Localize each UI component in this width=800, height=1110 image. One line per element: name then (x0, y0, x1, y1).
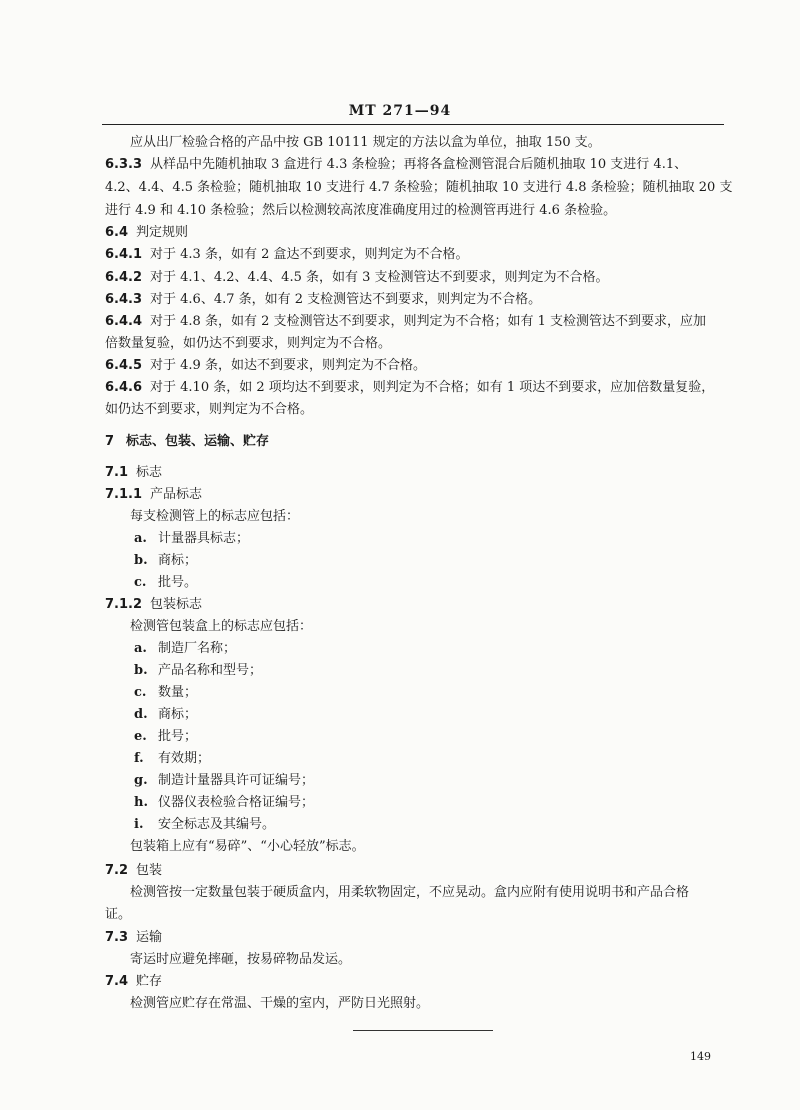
clause-number: 6.4.5 (105, 358, 143, 373)
clause-number: 6.4.3 (105, 292, 143, 307)
list-text: 商标； (158, 553, 198, 568)
package-mark-intro: 检测管包装盒上的标志应包括： (130, 619, 313, 634)
clause-title: 产品标志 (150, 487, 203, 502)
list-letter: a. (134, 531, 147, 546)
clause-title: 标志 (136, 465, 163, 480)
clause-7-3-heading (105, 929, 162, 947)
transport-text: 寄运时应避免摔砸，按易碎物品发运。 (130, 952, 352, 967)
list-item (134, 816, 275, 834)
list-letter: i. (134, 817, 144, 832)
clause-text: 对于 4.3 条，如有 2 盒达不到要求，则判定为不合格。 (150, 247, 469, 262)
clause-text: 对于 4.10 条，如 2 项均达不到要求，则判定为不合格；如有 1 项达不到要求，应加倍数量复验， (150, 380, 715, 395)
list-item (134, 750, 210, 768)
list-item (134, 728, 197, 746)
list-text: 商标； (158, 707, 198, 722)
clause-title: 贮存 (136, 974, 163, 989)
list-item (134, 794, 314, 812)
standard-code-header: MT 271—94 (348, 103, 452, 119)
clause-number: 6.4.2 (105, 270, 143, 285)
list-text: 产品名称和型号； (158, 663, 263, 678)
product-mark-intro: 每支检测管上的标志应包括： (130, 509, 300, 524)
list-letter: b. (134, 663, 148, 678)
list-text: 仪器仪表检验合格证编号； (158, 795, 315, 810)
clause-7-4-heading (105, 973, 162, 991)
page-number: 149 (690, 1050, 711, 1063)
clause-6-4-3 (105, 291, 541, 309)
clause-6-4-6-line1 (105, 379, 714, 397)
clause-text: 从样品中先随机抽取 3 盒进行 4.3 条检验；再将各盒检测管混合后随机抽取 10 支进行 4.1、 (150, 157, 688, 172)
list-letter: c. (134, 575, 147, 590)
sampling-intro: 应从出厂检验合格的产品中按 GB 10111 规定的方法以盒为单位，抽取 150 支。 (130, 135, 601, 150)
clause-number: 6.4.1 (105, 247, 143, 262)
clause-7-1-2-heading (105, 596, 202, 614)
list-text: 制造厂名称； (158, 641, 237, 656)
list-item (134, 574, 197, 592)
clause-number: 6.4 (105, 225, 129, 240)
list-letter: g. (134, 773, 148, 788)
list-text: 安全标志及其编号。 (158, 817, 276, 832)
list-item (134, 772, 314, 790)
list-letter: f. (134, 751, 144, 766)
list-item (134, 706, 197, 724)
clause-6-3-3-line1 (105, 156, 687, 174)
list-text: 批号； (158, 729, 198, 744)
list-letter: e. (134, 729, 147, 744)
clause-number: 6.4.6 (105, 380, 143, 395)
end-rule (353, 1030, 493, 1031)
packaging-text-line2: 证。 (105, 907, 132, 922)
list-letter: h. (134, 795, 148, 810)
list-text: 批号。 (158, 575, 198, 590)
clause-title: 判定规则 (136, 225, 189, 240)
list-text: 计量器具标志； (158, 531, 250, 546)
list-item (134, 662, 262, 680)
clause-title: 包装标志 (150, 597, 203, 612)
section-number: 7 (105, 434, 115, 449)
clause-number: 7.1.1 (105, 487, 143, 502)
clause-6-4-4-line2: 倍数量复验，如仍达不到要求，则判定为不合格。 (105, 336, 392, 351)
clause-6-4-2 (105, 269, 609, 287)
list-letter: a. (134, 641, 147, 656)
list-text: 数量； (158, 685, 198, 700)
list-item (134, 552, 197, 570)
clause-number: 7.1.2 (105, 597, 143, 612)
clause-6-4-6-line2: 如仍达不到要求，则判定为不合格。 (105, 402, 314, 417)
clause-number: 7.1 (105, 465, 129, 480)
clause-6-4-heading (105, 224, 188, 242)
clause-7-1-heading (105, 464, 162, 482)
clause-6-3-3-line3: 进行 4.9 和 4.10 条检验；然后以检测较高浓度准确度用过的检测管再进行 4.6 条检验。 (105, 203, 617, 218)
section-title: 标志、包装、运输、贮存 (126, 434, 270, 449)
clause-number: 7.4 (105, 974, 129, 989)
list-letter: d. (134, 707, 148, 722)
clause-text: 对于 4.8 条，如有 2 支检测管达不到要求，则判定为不合格；如有 1 支检测管达不到要求，应加 (150, 314, 707, 329)
clause-number: 7.2 (105, 863, 129, 878)
clause-6-3-3-line2: 4.2、4.4、4.5 条检验；随机抽取 10 支进行 4.7 条检验；随机抽取 10 支进行 4.8 条检验；随机抽取 20 支 (105, 180, 733, 195)
list-text: 有效期； (158, 751, 211, 766)
list-item (134, 684, 197, 702)
fragile-mark-note: 包装箱上应有“易碎”、“小心轻放”标志。 (130, 839, 365, 854)
clause-6-4-5 (105, 357, 426, 375)
section-7-heading (105, 433, 269, 451)
clause-text: 对于 4.9 条，如达不到要求，则判定为不合格。 (150, 358, 426, 373)
list-item (134, 640, 236, 658)
clause-6-4-1 (105, 246, 469, 264)
storage-text: 检测管应贮存在常温、干燥的室内，严防日光照射。 (130, 996, 430, 1011)
list-letter: c. (134, 685, 147, 700)
header-rule (102, 124, 724, 125)
clause-number: 6.4.4 (105, 314, 143, 329)
clause-7-1-1-heading (105, 486, 202, 504)
list-letter: b. (134, 553, 148, 568)
clause-title: 包装 (136, 863, 163, 878)
clause-text: 对于 4.6、4.7 条，如有 2 支检测管达不到要求，则判定为不合格。 (150, 292, 542, 307)
clause-number: 7.3 (105, 930, 129, 945)
list-text: 制造计量器具许可证编号； (158, 773, 315, 788)
list-item (134, 530, 249, 548)
clause-7-2-heading (105, 862, 162, 880)
clause-title: 运输 (136, 930, 163, 945)
clause-number: 6.3.3 (105, 157, 143, 172)
clause-6-4-4-line1 (105, 313, 706, 331)
clause-text: 对于 4.1、4.2、4.4、4.5 条，如有 3 支检测管达不到要求，则判定为不合格。 (150, 270, 609, 285)
packaging-text-line1: 检测管按一定数量包装于硬质盒内，用柔软物固定，不应晃动。盒内应附有使用说明书和产品合格 (130, 885, 690, 900)
